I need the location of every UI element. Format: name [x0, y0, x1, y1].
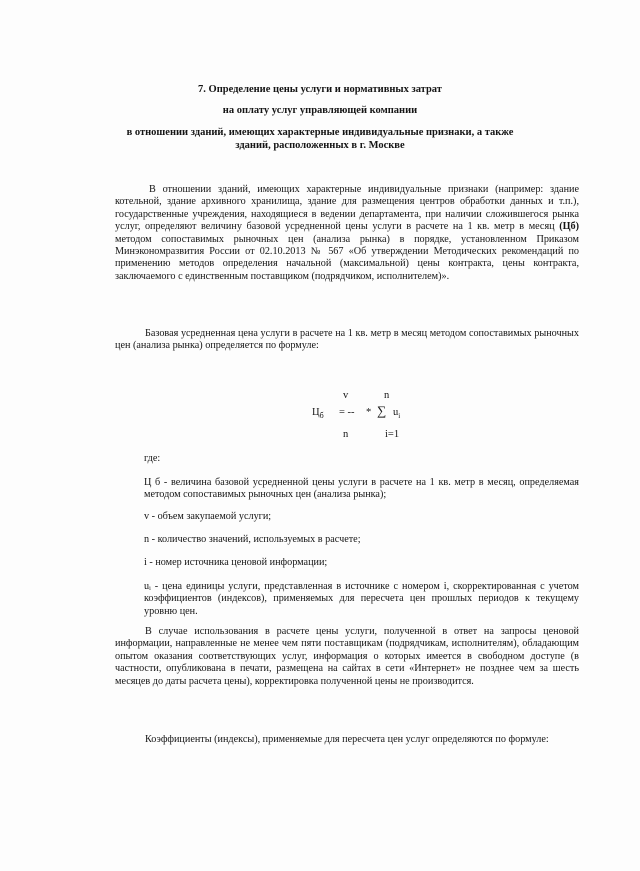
- intro-text-end: методом сопоставимых рыночных цен (анализа рынка) в порядке, установленном Приказом Минэкономразвития России от 02.10.2013 № 567 «Об утверждении Методических рекомендаций по применению методов определения начальной (максимальной) цены контракта, цены контракта, заключаемого с единственным поставщиком (подрядчиком, исполнителем)».: [115, 233, 579, 282]
- formula-lhs: $Ц_б$: [312, 407, 324, 421]
- intro-text-start: В отношении зданий, имеющих характерные индивидуальные признаки (например: здание котельной, здание архивного хранилища, здание для размещения центров обработки данных и т.п.), государственные учреждения, находящиеся в ведении департамента, при наличии сложившегося рынка услуг, определяют величину базовой усредненной цены услуги в расчете на 1 кв. метр в месяц: [115, 184, 579, 233]
- formula-equals-fraction: = --: [339, 407, 355, 418]
- definition-count: n - количество значений, используемых в расчете;: [144, 534, 361, 545]
- where-label: где:: [144, 453, 161, 464]
- formula-numerator-v: v: [343, 390, 349, 401]
- formula-intro-paragraph: Базовая усредненная цена услуги в расчете на 1 кв. метр в месяц методом сопоставимых рыночных цен (анализа рынка) определяется по формуле:: [115, 328, 579, 352]
- definition-unit-price: uᵢ - цена единицы услуги, представленная в источнике с номером i, скорректированная с учетом коэффициентов (индексов), применяемых для пересчета цен прошлых периодов к текущему уровню цен.: [144, 581, 579, 617]
- definition-base-price: Ц б - величина базовой усредненной цены услуги в расчете на 1 кв. метр в месяц, определяемая методом сопоставимых рыночных цен (анализа рынка);: [144, 477, 579, 501]
- section-heading-line-2: на оплату услуг управляющей компании: [222, 105, 418, 116]
- formula-multiply-sign: *: [366, 407, 372, 418]
- formula-sum-upper-limit: n: [384, 390, 390, 401]
- definition-volume: v - объем закупаемой услуги;: [144, 511, 272, 522]
- formula-term-u: $u_i$: [393, 407, 401, 421]
- intro-paragraph: [115, 184, 579, 283]
- section-heading-line-1: 7. Определение цены услуги и нормативных затрат: [198, 84, 442, 95]
- coefficients-paragraph: Коэффициенты (индексы), применяемые для пересчета цен услуг определяются по формуле:: [145, 734, 549, 745]
- section-heading-line-3: в отношении зданий, имеющих характерные индивидуальные признаки, а также: [126, 127, 514, 138]
- intro-bold-symbol: (Цб): [559, 221, 579, 233]
- formula-sum-sign: ∑: [377, 403, 387, 418]
- formula-sum-lower-limit: i=1: [385, 429, 400, 440]
- section-heading-line-4: зданий, расположенных в г. Москве: [235, 140, 405, 151]
- definition-source-number: i - номер источника ценовой информации;: [144, 557, 328, 568]
- formula-denominator-n: n: [343, 429, 349, 440]
- requests-paragraph: В случае использования в расчете цены услуги, полученной в ответ на запросы ценовой информации, направленные не менее чем пяти поставщикам (подрядчикам, исполнителям), обладающим опытом оказания соответствующих услуг, информация о которых имеется в свободном доступе (в частности, опубликована в печати, размещена на сайтах в сети «Интернет» не позднее чем за шесть месяцев до даты расчета цены), корректировка полученной цены не производится.: [115, 626, 579, 687]
